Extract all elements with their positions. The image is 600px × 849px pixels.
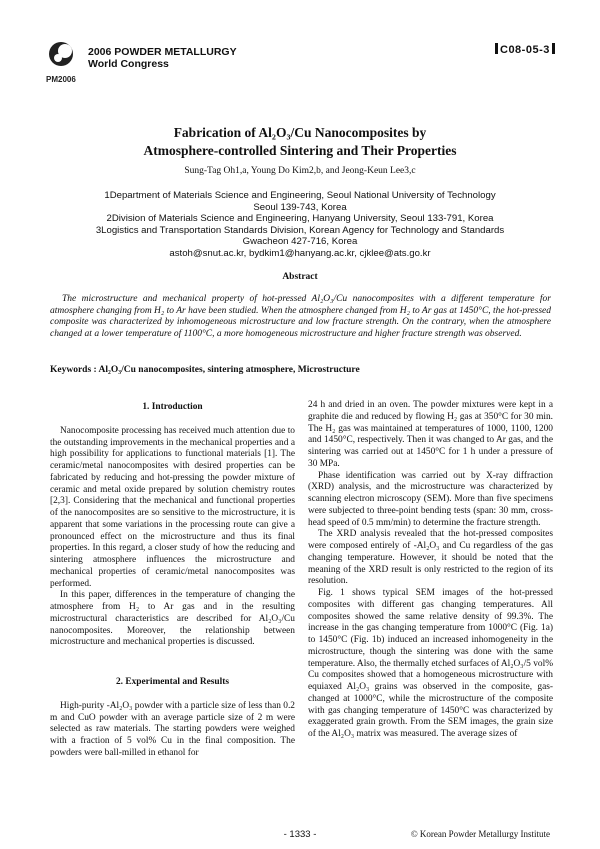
conference-name [88, 46, 237, 70]
conference-line2: World Congress [88, 58, 169, 70]
keywords: Keywords : Al₂O₃/Cu nanocomposites, sintering atmosphere, Microstructure [50, 365, 360, 375]
section-heading-experimental: 2. Experimental and Results [115, 677, 230, 687]
paragraph: The XRD analysis revealed that the hot-pressed composites were composed entirely of -Al₂O₃ and Cu regardless of the gas changing temperature. However, it should be noted that the meaning of the XRD result is only restricted to the region of its resolution. [308, 529, 553, 587]
pm2006-logo [46, 40, 76, 84]
authors: Sung-Tag Oh1,a, Young Do Kim2,b, and Jeong-Keun Lee3,c [184, 166, 416, 176]
paragraph: 24 h and dried in an oven. The powder mixtures were kept in a graphite die and reduced by flowing H₂ gas at 350°C for 30 min. The H₂ gas was maintained at temperatures of 1000, 1100, 1200 and 1450°C, respectively. Then it was changed to Ar gas, and the sintering was carried out at 1450°C for 1 h under a pressure of 30 MPa. [308, 400, 553, 469]
paper-code [493, 43, 557, 56]
copyright: © Korean Powder Metallurgy Institute [410, 829, 550, 839]
logo-text: PM2006 [46, 75, 76, 84]
right-column [308, 400, 553, 741]
affiliation-line: 3Logistics and Transportation Standards Division, Korean Agency for Technology and Standards [95, 224, 505, 236]
conference-line1: 2006 POWDER METALLURGY [88, 46, 237, 58]
paper-title [0, 124, 600, 160]
email-line: astoh@snut.ac.kr, bydkim1@hanyang.ac.kr, cjklee@ats.go.kr [169, 247, 431, 259]
page-number: - 1333 - [283, 829, 317, 840]
abstract-heading: Abstract [282, 272, 318, 282]
section-heading-introduction: 1. Introduction [142, 402, 203, 412]
affiliations [60, 190, 540, 260]
affiliation-line: Gwacheon 427-716, Korea [242, 236, 358, 248]
paragraph: Fig. 1 shows typical SEM images of the hot-pressed composites with different gas changing temperatures. All composites showed the same relative density of 99.3%. The increase in the gas changing temperature from 1000°C (Fig. 1a) to 1450°C (Fig. 1b) induced an increased inhomogeneity in the microstructure, though the sintering was done with the same temperature. Also, the thermally etched surfaces of Al₂O₃/5 vol% Cu composites showed that a homogeneous microstructure with equiaxed Al₂O₃ grains was observed in the composite, gas-changed at 1000°C, while the microstructure of the composite with gas changing temperature of 1450°C was characterized by exaggerated grain growth. From the SEM images, the grain size of the Al₂O₃ matrix was measured. The average sizes of [308, 588, 554, 739]
abstract-text: The microstructure and mechanical property of hot-pressed Al₂O₃/Cu nanocomposites with a different temperature for atmosphere changing from H₂ to Ar have been studied. When the atmosphere changed from H₂ to Ar gas at 1450°C, the hot-pressed composite was characterized by inhomogeneous microstructure and low fracture strength. On the contrary, when the atmosphere changed at a lower temperature of 1100°C, a more homogeneous microstructure and higher fracture strength was observed. [50, 294, 551, 339]
left-column [50, 400, 295, 760]
affiliation-line: 1Department of Materials Science and Engineering, Seoul National University of Technology [104, 190, 496, 201]
title-line2: Atmosphere-controlled Sintering and Their Properties [143, 143, 457, 158]
paragraph: Phase identification was carried out by X-ray diffraction (XRD) analysis, and the microstructure was characterized by scanning electron microscopy (SEM). More than five specimens were subjected to three-point bending tests (span: 30 mm, cross-head speed of 0.5 mm/min) to determine the fracture strength. [308, 470, 553, 528]
affiliation-line: Seoul 139-743, Korea [253, 201, 347, 213]
paragraph: Nanocomposite processing has received much attention due to the outstanding improvements in the mechanical properties and a high possibility for applications to functional materials [1]. The ceramic/metal nanocomposites with desired properties can be fabricated by reducing and hot-pressing the powder mixture of ceramic and metal oxide prepared by solution chemistry routes [2,3]. Considering that the mechanical and functional properties of the nanocomposites are so sensitive to the microstructure, it is apparent that some variations in the processing route can give a pronounced effect on the microstructure and thus its final properties. In this regard, a closer study of how the reducing and sintering atmosphere influences the microstructure and mechanical properties of ceramic/metal nanocomposites was performed. [50, 425, 295, 589]
paper-code-text: C08-05-3 [500, 44, 550, 56]
paragraph: High-purity -Al₂O₃ powder with a particle size of less than 0.2 m and CuO powder with an average particle size of 2 m were selected as raw materials. The starting powders were weighed with a fraction of 5 vol% Cu in the final composition. The powders were ball-milled in ethanol for [50, 700, 295, 758]
paragraph: In this paper, differences in the temperature of changing the atmosphere from H₂ to Ar gas and in the resulting microstructural characteristics are described for Al₂O₃/Cu nanocomposites. Moreover, the relationship between microstructure and mechanical properties is discussed. [50, 590, 295, 648]
affiliation-line: 2Division of Materials Science and Engineering, Hanyang University, Seoul 133-791, Korea [106, 213, 494, 225]
title-line1: Fabrication of Al₂O₃/Cu Nanocomposites by [173, 125, 427, 140]
